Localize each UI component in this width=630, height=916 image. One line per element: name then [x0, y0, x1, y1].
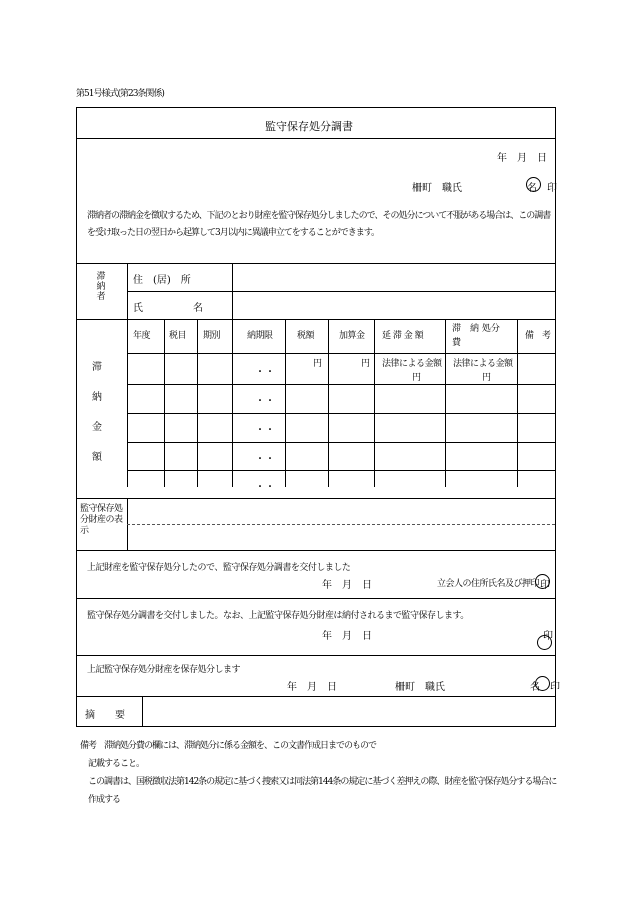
divider	[127, 413, 555, 414]
col-header-tax-item: 税目	[169, 331, 187, 341]
law-amount-label: 法律による金額	[382, 359, 442, 369]
divider	[164, 319, 165, 487]
law-amount-label: 法律による金額	[453, 359, 513, 369]
remarks-label: 摘 要	[85, 710, 125, 721]
date-mark: ・・	[255, 482, 275, 493]
divider	[77, 598, 555, 599]
section1-date: 年 月 日	[322, 580, 372, 591]
seal-circle-icon	[535, 574, 550, 589]
seal-circle-icon	[535, 676, 550, 691]
seal-circle-icon	[537, 635, 552, 650]
section1-witness: 立会人の住所氏名及び押印	[437, 579, 540, 589]
divider	[127, 263, 128, 487]
name-label: 氏 名	[133, 303, 203, 314]
header-date: 年 月 日	[497, 153, 547, 164]
unit-yen: 円	[482, 373, 491, 383]
divider	[77, 319, 555, 320]
col-header-fiscal-year: 年度	[133, 331, 151, 341]
note-line: 作成する	[88, 795, 121, 805]
col-header-disposal-cost: 滞 納 処分 費	[452, 324, 509, 348]
address-label: 住 (居) 所	[133, 275, 191, 286]
col-header-remarks: 備 考	[525, 331, 551, 341]
date-mark: ・・	[255, 396, 275, 407]
taxpayer-group-label: 滞納者	[96, 272, 106, 302]
divider	[127, 353, 555, 354]
divider	[77, 696, 555, 697]
section2-seal: 印	[543, 631, 553, 642]
header-official: 柵町 職氏	[412, 183, 462, 194]
divider	[77, 655, 555, 656]
divider	[77, 138, 555, 139]
divider	[77, 550, 555, 551]
divider	[127, 470, 555, 471]
divider	[127, 442, 555, 443]
form-table	[76, 107, 560, 727]
divider	[328, 319, 329, 487]
divider	[77, 263, 555, 264]
col-header-late-fee: 延 滞 金 額	[382, 331, 424, 341]
section1-seal: 印	[540, 580, 550, 591]
form-title: 監守保存処分調書	[265, 120, 353, 133]
seal-circle-icon	[526, 177, 541, 192]
unit-yen: 円	[412, 373, 421, 383]
note-line: 備考 滞納処分費の欄には、滞納処分に係る金額を、この文書作成日までのもので	[80, 741, 377, 751]
divider	[142, 696, 143, 726]
property-label: 監守保存処分財産の表示	[80, 504, 123, 536]
section2-text: 監守保存処分調書を交付しました。なお、上記監守保存処分財産は納付されるまで監守保存します。	[87, 611, 469, 621]
section3-seal: 名 印	[530, 682, 560, 693]
section2-date: 年 月 日	[322, 631, 372, 642]
header-name-seal: 名 印	[527, 183, 557, 194]
section1-text: 上記財産を監守保存処分したので、監守保存処分調書を交付しました	[87, 563, 351, 573]
divider	[127, 291, 555, 292]
arrears-group-char: 額	[92, 452, 102, 463]
divider	[517, 319, 518, 487]
form-number-label: 第51号様式(第23条関係)	[76, 89, 164, 99]
arrears-group-char: 納	[92, 392, 102, 403]
note-line: この調書は、国税徴収法第142条の規定に基づく捜索又は同法第144条の規定に基づく差押えの際、財産を監守保存処分する場合に	[88, 777, 557, 787]
divider	[285, 319, 286, 487]
divider	[445, 319, 446, 487]
unit-yen: 円	[313, 359, 322, 369]
divider	[232, 319, 233, 487]
col-header-surcharge: 加算金	[339, 331, 365, 341]
divider	[374, 319, 375, 487]
date-mark: ・・	[255, 425, 275, 436]
header-intro: 滞納者の滞納金を徴収するため、下記のとおり財産を監守保存処分しましたので、その処分について不服がある場合は、この調書を受け取った日の翌日から起算して3月以内に異議申立てをすることができます。	[87, 211, 551, 238]
date-mark: ・・	[255, 367, 275, 378]
section3-text: 上記監守保存処分財産を保存処分します	[87, 665, 241, 675]
col-header-due-date: 納期限	[247, 331, 273, 341]
arrears-group-char: 滞	[92, 362, 102, 373]
unit-yen: 円	[361, 359, 370, 369]
divider	[127, 524, 555, 525]
note-line: 記載すること。	[88, 759, 145, 769]
section3-official: 柵町 職氏	[395, 682, 445, 693]
date-mark: ・・	[255, 454, 275, 465]
divider	[127, 384, 555, 385]
arrears-group-char: 金	[92, 422, 102, 433]
col-header-tax-amount: 税額	[297, 331, 315, 341]
section3-date: 年 月 日	[287, 682, 337, 693]
divider	[197, 319, 198, 487]
divider	[77, 498, 555, 499]
col-header-period: 期別	[203, 331, 221, 341]
notes	[80, 737, 560, 809]
